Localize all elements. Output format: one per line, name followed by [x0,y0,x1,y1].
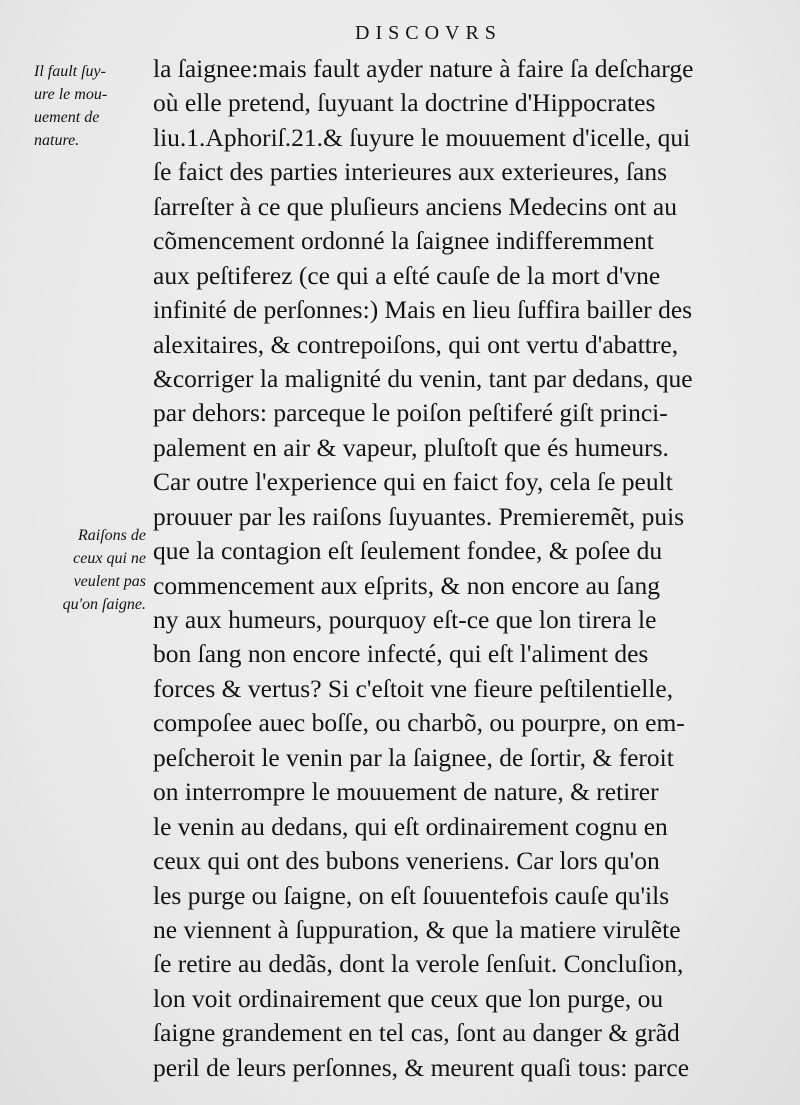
text-line: Car outre l'experience qui en faict foy, cela ſe peult [153,467,673,497]
margin-note-line: qu'on ſaigne. [62,596,146,613]
text-line: par dehors: parceque le poiſon peſtiferé giſt princi- [153,398,668,428]
text-line: ne viennent à ſuppuration, & que la matiere virulẽte [153,914,681,944]
text-line: infinité de perſonnes:) Mais en lieu ſuffira bailler des [153,295,693,325]
margin-note-line: Il fault ſuy- [34,63,106,80]
text-line: le venin au dedans, qui eſt ordinairement cognu en [153,811,668,841]
margin-note-follow-nature [34,60,144,152]
margin-note-line: Raiſons de [78,527,146,544]
text-line: la ſaignee:mais fault ayder nature à faire ſa deſcharge [153,54,694,83]
margin-note-line: veulent pas [73,573,146,590]
margin-note-reasons [36,524,146,616]
text-line: ſe retire au dedãs, dont la verole ſenſuit. Concluſion, [153,949,684,979]
text-line: où elle pretend, ſuyuant la doctrine d'Hippocrates [153,88,656,118]
text-line: aux peſtiferez (ce qui a eſté cauſe de la mort d'vne [153,260,661,290]
text-line: forces & vertus? Si c'eſtoit vne fieure peſtilentielle, [153,673,674,703]
text-line: lon voit ordinairement que ceux que lon purge, ou [153,983,664,1013]
main-text-block [153,52,773,1085]
text-line: peril de leurs perſonnes, & meurent quaſi tous: parce [153,1052,690,1082]
margin-note-line: uement de [34,109,100,126]
text-line: compoſee auec boſſe, ou charbõ, ou pourpre, on em- [153,708,685,738]
text-line: cõmencement ordonné la ſaignee indifferemment [153,226,654,256]
text-line: peſcheroit le venin par la ſaignee, de ſortir, & feroit [153,742,674,772]
text-line: alexitaires, & contrepoiſons, qui ont vertu d'abattre, [153,329,679,359]
text-line: ſarreſter à ce que pluſieurs anciens Medecins ont au [153,191,677,221]
show-through-left [8,148,132,272]
text-line: on interrompre le mouuement de nature, & retirer [153,777,659,807]
text-line: &corriger la malignité du venin, tant par dedans, que [153,363,693,393]
text-line: prouuer par les raiſons ſuyuantes. Premieremẽt, puis [153,501,685,531]
text-line: liu.1.Aphoriſ.21.& ſuyure le mouuement d'icelle, qui [153,122,691,152]
margin-note-line: ure le mou- [34,86,108,103]
text-line: ſaigne grandement en tel cas, ſont au danger & grãd [153,1018,680,1048]
text-line: ſe faict des parties interieures aux exterieures, ſans [153,157,668,187]
text-line: ny aux humeurs, pourquoy eſt-ce que lon tirera le [153,605,657,634]
text-line: que la contagion eſt ſeulement fondee, & poſee du [153,536,663,566]
text-line: ceux qui ont des bubons veneriens. Car lors qu'on [153,846,660,876]
margin-note-line: nature. [34,132,80,149]
text-line: palement en air & vapeur, pluſtoſt que és humeurs. [153,432,669,462]
text-line: les purge ou ſaigne, on eſt ſouuentefois cauſe qu'ils [153,880,670,910]
margin-note-line: ceux qui ne [73,550,146,567]
running-header: DISCOVRS [355,22,502,44]
text-line: bon ſang non encore infecté, qui eſt l'aliment des [153,639,649,669]
text-line: commencement aux eſprits, & non encore au ſang [153,570,660,600]
